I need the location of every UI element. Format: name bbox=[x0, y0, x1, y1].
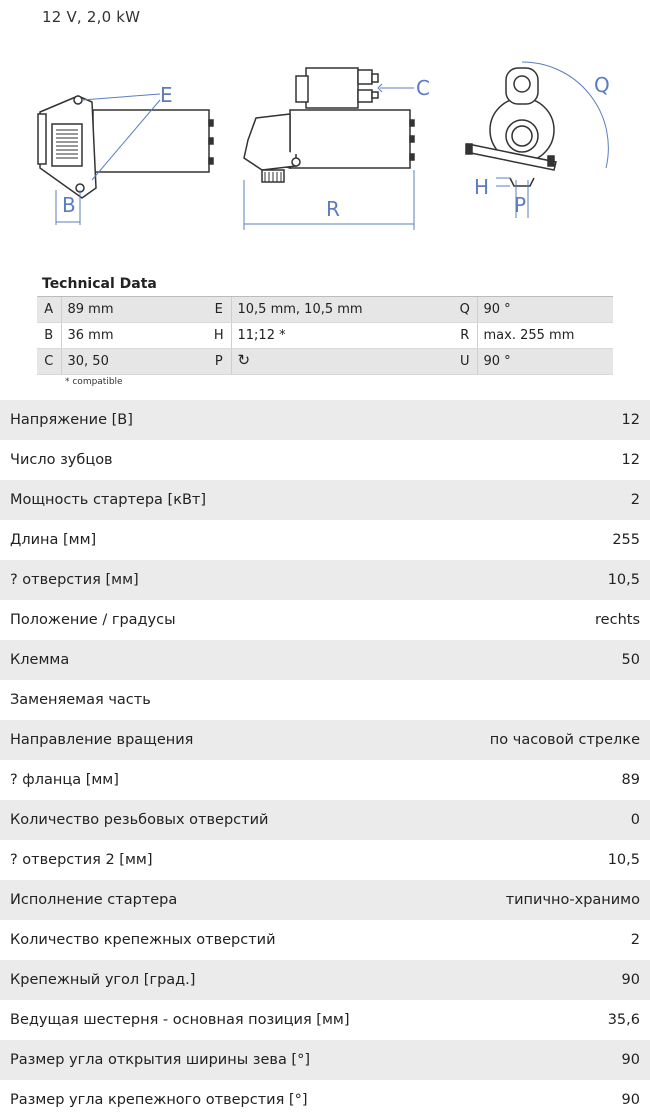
spec-label: ? фланца [мм] bbox=[10, 772, 119, 788]
spec-label: Размер угла крепежного отверстия [°] bbox=[10, 1092, 308, 1108]
spec-row bbox=[0, 840, 650, 880]
starter-side-view-left bbox=[38, 96, 213, 198]
spec-row bbox=[0, 560, 650, 600]
tech-key: A bbox=[37, 297, 61, 323]
label-H: H bbox=[474, 175, 490, 199]
tech-key: E bbox=[207, 297, 231, 323]
technical-data-table bbox=[37, 296, 613, 375]
spec-value: 10,5 bbox=[607, 572, 640, 588]
spec-row bbox=[0, 680, 650, 720]
label-Q: Q bbox=[594, 73, 610, 97]
tech-key: P bbox=[207, 349, 231, 375]
tech-row bbox=[37, 323, 613, 349]
spec-label: Длина [мм] bbox=[10, 532, 97, 548]
spec-label: Мощность стартера [кВт] bbox=[10, 492, 207, 508]
spec-value: 90 bbox=[621, 972, 640, 988]
spec-label: Клемма bbox=[10, 652, 70, 668]
spec-row bbox=[0, 1080, 650, 1120]
spec-value: 2 bbox=[630, 932, 640, 948]
tech-value: max. 255 mm bbox=[477, 323, 613, 349]
spec-row bbox=[0, 520, 650, 560]
spec-label: Количество резьбовых отверстий bbox=[10, 812, 269, 828]
spec-value: rechts bbox=[595, 612, 640, 628]
spec-row bbox=[0, 920, 650, 960]
spec-label: ? отверстия 2 [мм] bbox=[10, 852, 153, 868]
spec-value: 12 bbox=[621, 412, 640, 428]
tech-key: H bbox=[207, 323, 231, 349]
spec-value: 10,5 bbox=[607, 852, 640, 868]
spec-value: 2 bbox=[630, 492, 640, 508]
tech-value: 90 ° bbox=[477, 349, 613, 375]
spec-label: Крепежный угол [град.] bbox=[10, 972, 196, 988]
spec-row bbox=[0, 600, 650, 640]
tech-row bbox=[37, 349, 613, 375]
spec-value: 50 bbox=[621, 652, 640, 668]
label-E: E bbox=[160, 83, 173, 107]
spec-list bbox=[0, 400, 650, 1120]
spec-value: 89 bbox=[621, 772, 640, 788]
spec-row bbox=[0, 640, 650, 680]
clockwise-rotation-icon: ↻ bbox=[237, 351, 251, 369]
spec-value: 255 bbox=[612, 532, 640, 548]
spec-row bbox=[0, 480, 650, 520]
spec-value: 12 bbox=[621, 452, 640, 468]
spec-label: Размер угла открытия ширины зева [°] bbox=[10, 1052, 310, 1068]
spec-value: типично-хранимо bbox=[505, 892, 640, 908]
spec-label: Заменяемая часть bbox=[10, 692, 151, 708]
spec-row bbox=[0, 880, 650, 920]
spec-row bbox=[0, 760, 650, 800]
tech-value: 30, 50 bbox=[61, 349, 207, 375]
starter-side-view-middle bbox=[244, 68, 414, 182]
spec-row bbox=[0, 400, 650, 440]
tech-value: 10,5 mm, 10,5 mm bbox=[231, 297, 453, 323]
spec-label: Положение / градусы bbox=[10, 612, 176, 628]
spec-label: Ведущая шестерня - основная позиция [мм] bbox=[10, 1012, 350, 1028]
spec-label: Количество крепежных отверстий bbox=[10, 932, 276, 948]
starter-front-view-right bbox=[466, 68, 556, 186]
tech-value: 36 mm bbox=[61, 323, 207, 349]
starter-technical-drawings bbox=[0, 40, 650, 240]
label-P: P bbox=[514, 193, 527, 217]
spec-label: Исполнение стартера bbox=[10, 892, 178, 908]
spec-label: Число зубцов bbox=[10, 452, 113, 468]
spec-row bbox=[0, 1000, 650, 1040]
compatible-footnote: * compatible bbox=[65, 377, 123, 387]
spec-row bbox=[0, 1040, 650, 1080]
label-C: C bbox=[416, 76, 430, 100]
spec-row bbox=[0, 800, 650, 840]
technical-data-title: Technical Data bbox=[42, 276, 157, 292]
tech-value: 11;12 * bbox=[231, 323, 453, 349]
tech-key: U bbox=[453, 349, 477, 375]
spec-value: 35,6 bbox=[607, 1012, 640, 1028]
tech-value: 89 mm bbox=[61, 297, 207, 323]
tech-key: Q bbox=[453, 297, 477, 323]
spec-row bbox=[0, 960, 650, 1000]
spec-label: Напряжение [В] bbox=[10, 412, 133, 428]
spec-row bbox=[0, 720, 650, 760]
tech-value: 90 ° bbox=[477, 297, 613, 323]
spec-value: 0 bbox=[630, 812, 640, 828]
tech-key: B bbox=[37, 323, 61, 349]
tech-key: C bbox=[37, 349, 61, 375]
tech-value-rotation bbox=[231, 349, 453, 375]
label-R: R bbox=[326, 197, 340, 221]
tech-row bbox=[37, 297, 613, 323]
spec-value: по часовой стрелке bbox=[489, 732, 640, 748]
spec-value: 90 bbox=[621, 1092, 640, 1108]
voltage-title: 12 V, 2,0 kW bbox=[42, 8, 141, 26]
spec-value: 90 bbox=[621, 1052, 640, 1068]
label-B: B bbox=[62, 193, 76, 217]
tech-key: R bbox=[453, 323, 477, 349]
spec-label: ? отверстия [мм] bbox=[10, 572, 139, 588]
spec-row bbox=[0, 440, 650, 480]
spec-label: Направление вращения bbox=[10, 732, 194, 748]
